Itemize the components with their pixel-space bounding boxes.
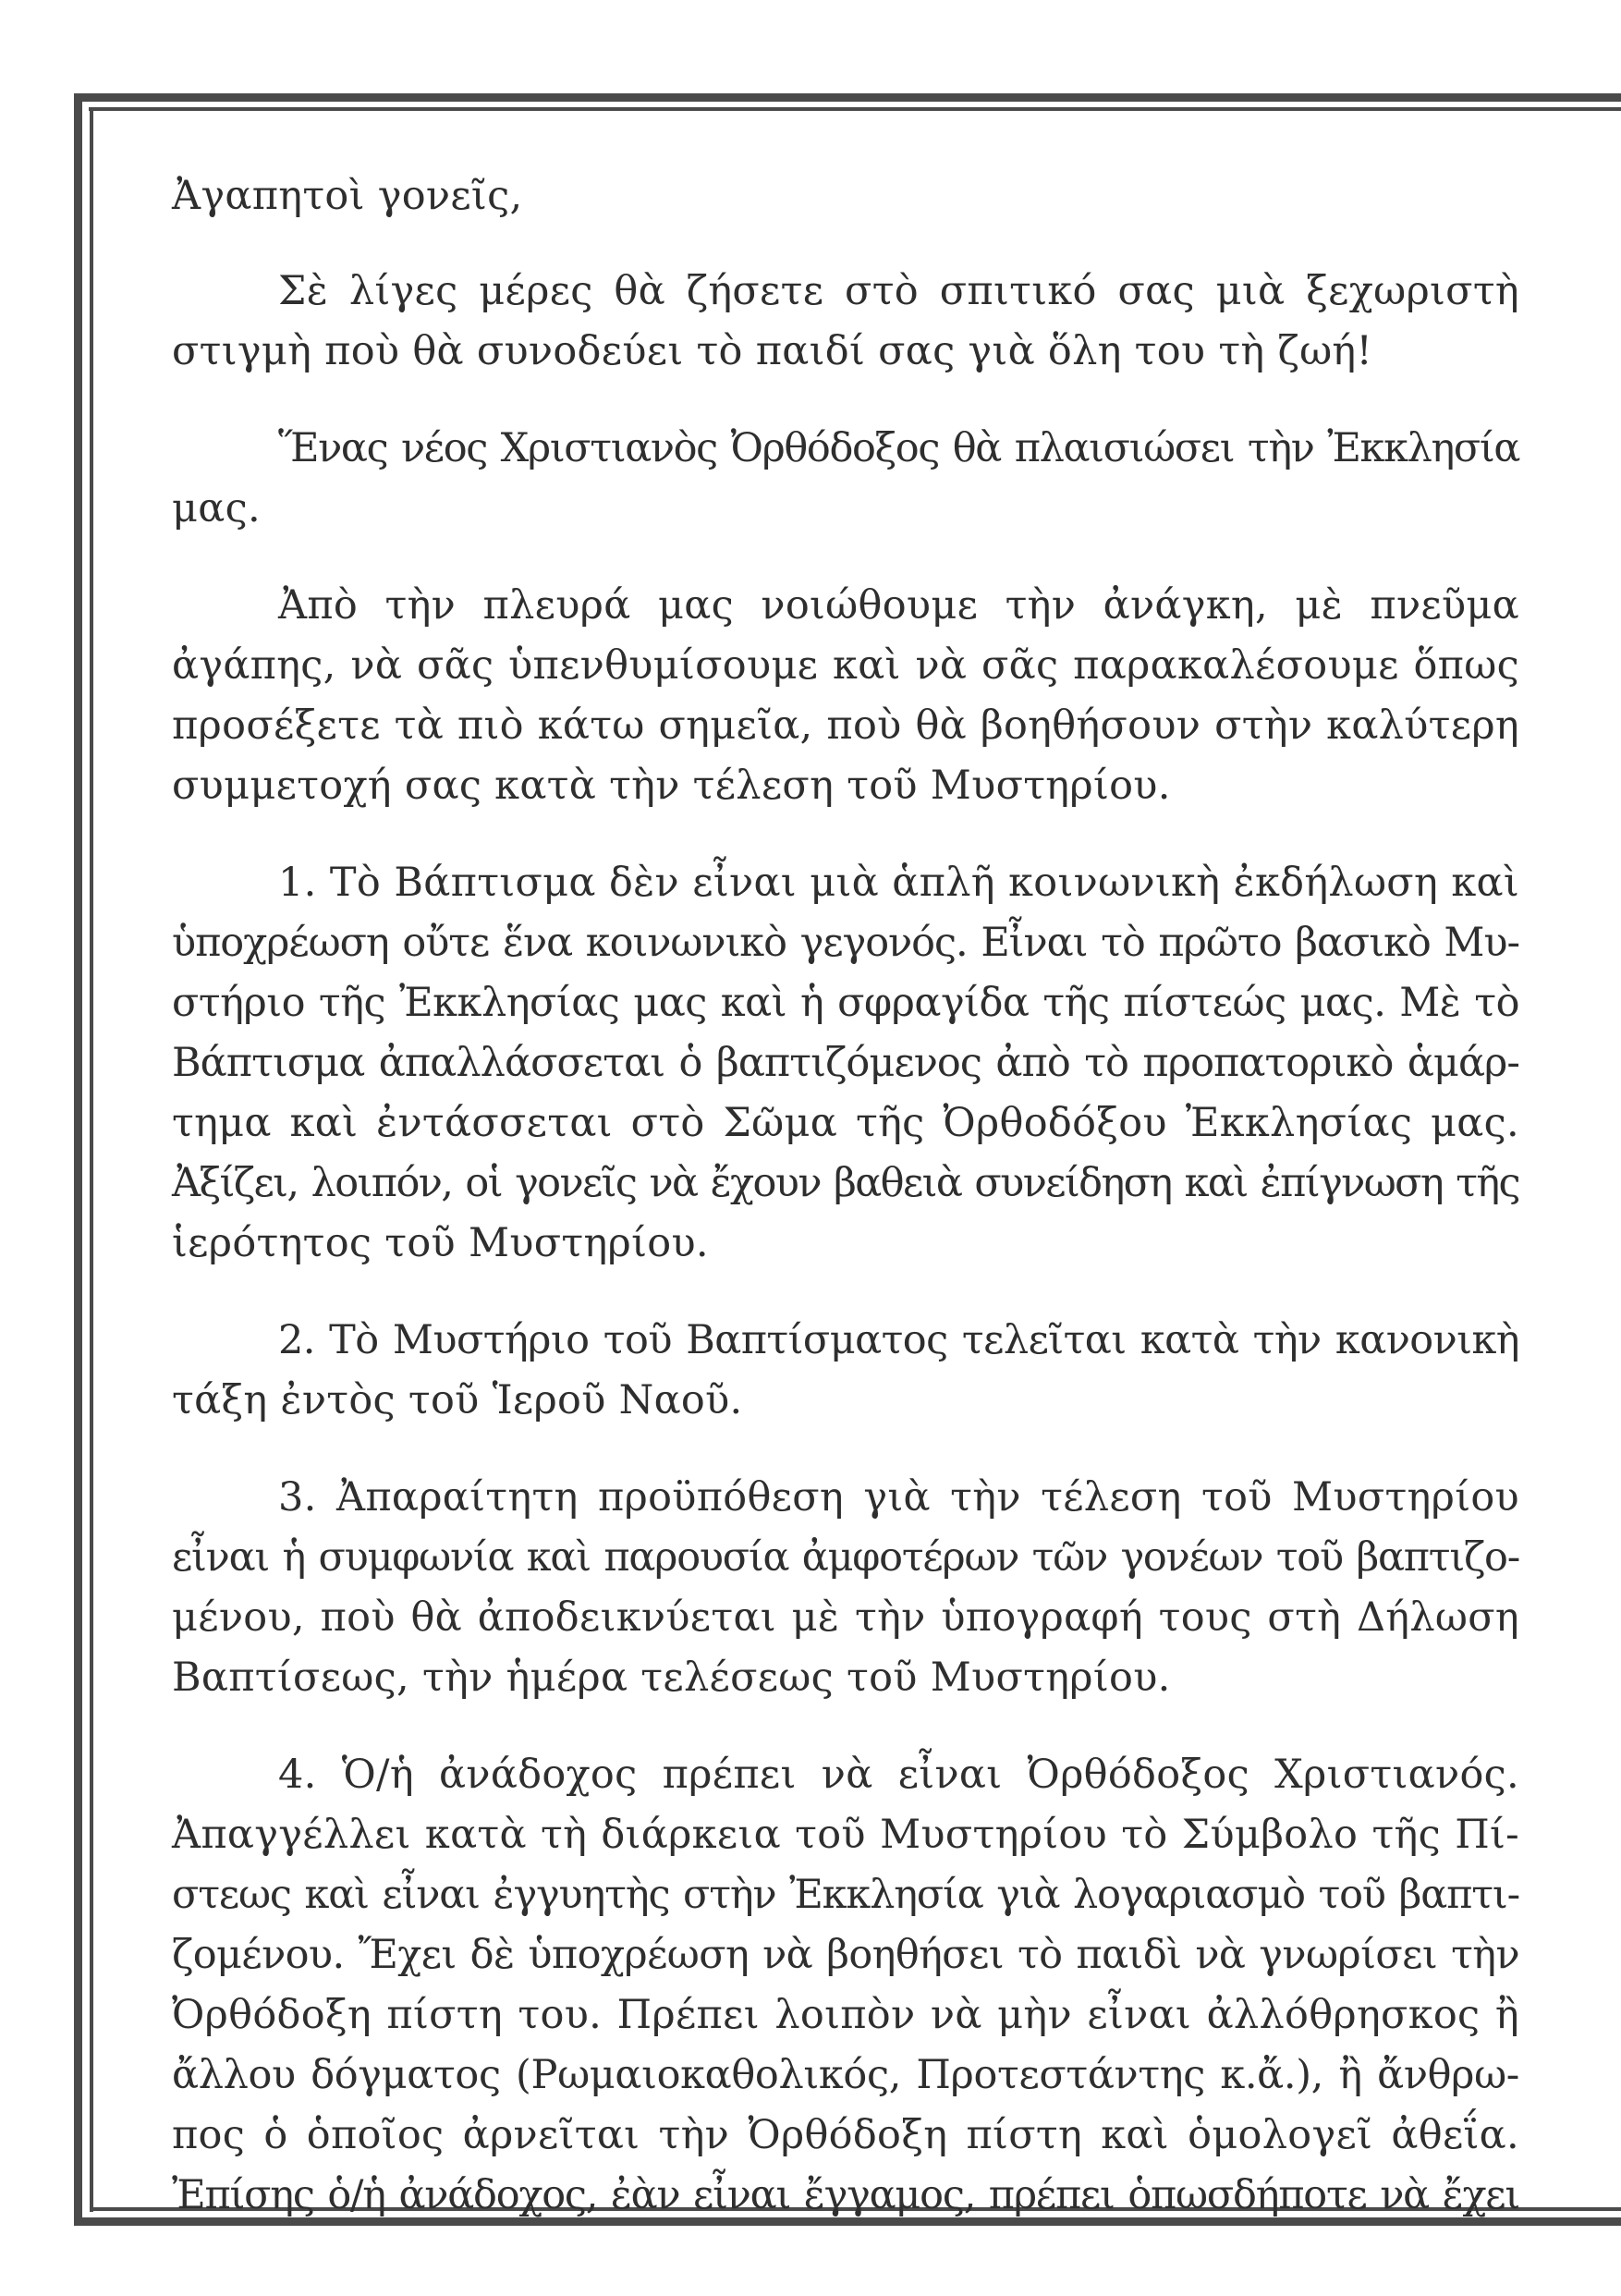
text-line: ἀγάπης, νὰ σᾶς ὑπενθυμίσουμε καὶ νὰ σᾶς παρακαλέσουμε ὅπως	[172, 642, 1519, 689]
text-line: συμμετοχή σας κατὰ τὴν τέλεση τοῦ Μυστηρίου.	[172, 763, 1171, 809]
text-line: Ἐπίσης ὁ/ἡ ἀνάδοχος, ἐὰν εἶναι ἔγγαμος, πρέπει ὁπωσδήποτε νὰ ἔχει	[172, 2172, 1519, 2218]
text-line: Βαπτίσεως, τὴν ἡμέρα τελέσεως τοῦ Μυστηρίου.	[172, 1655, 1171, 1701]
point-1	[172, 853, 1519, 1274]
text-line: προσέξετε τὰ πιὸ κάτω σημεῖα, ποὺ θὰ βοηθήσουν στὴν καλύτερη	[172, 702, 1519, 749]
text-line: τάξη ἐντὸς τοῦ Ἱεροῦ Ναοῦ.	[172, 1377, 743, 1423]
text-line: 2. Τὸ Μυστήριο τοῦ Βαπτίσματος τελεῖται κατὰ τὴν κανονικὴ	[278, 1317, 1519, 1363]
text-line: πος ὁ ὁποῖος ἀρνεῖται τὴν Ὀρθόδοξη πίστη καὶ ὁμολογεῖ ἀθεΐα.	[172, 2112, 1519, 2158]
point-3	[172, 1468, 1519, 1708]
text-line: Ἀξίζει, λοιπόν, οἱ γονεῖς νὰ ἔχουν βαθειὰ συνείδηση καὶ ἐπίγνωση τῆς	[172, 1160, 1519, 1206]
greeting: Ἀγαπητοὶ γονεῖς,	[172, 173, 523, 219]
text-line: Βάπτισμα ἀπαλλάσσεται ὁ βαπτιζόμενος ἀπὸ τὸ προπατορικὸ ἁμάρ-	[172, 1040, 1519, 1086]
point-4	[172, 1745, 1519, 2226]
text-line: ζομένου. Ἔχει δὲ ὑποχρέωση νὰ βοηθήσει τὸ παιδὶ νὰ γνωρίσει τὴν	[172, 1932, 1519, 1978]
text-line: μας.	[172, 485, 261, 531]
text-line: στεως καὶ εἶναι ἐγγυητὴς στὴν Ἐκκλησία γιὰ λογαριασμὸ τοῦ βαπτι-	[172, 1872, 1519, 1918]
text-line: Ἕνας νέος Χριστιανὸς Ὀρθόδοξος θὰ πλαισιώσει τὴν Ἐκκλησία	[278, 425, 1519, 471]
frame-border-outer-top	[74, 93, 1621, 102]
text-line: ἱερότητος τοῦ Μυστηρίου.	[172, 1220, 709, 1266]
text-line: στήριο τῆς Ἐκκλησίας μας καὶ ἡ σφραγίδα τῆς πίστεώς μας. Μὲ τὸ	[172, 980, 1519, 1026]
text-line: τημα καὶ ἐντάσσεται στὸ Σῶμα τῆς Ὀρθοδόξου Ἐκκλησίας μας.	[172, 1100, 1519, 1146]
paragraph-intro	[172, 262, 1519, 382]
frame-border-inner-left	[90, 107, 93, 2212]
letter-body	[172, 166, 1519, 2226]
text-line: ὑποχρέωση οὔτε ἕνα κοινωνικὸ γεγονός. Εἶναι τὸ πρῶτο βασικὸ Μυ-	[172, 920, 1519, 966]
point-2	[172, 1311, 1519, 1431]
text-line: στιγμὴ ποὺ θὰ συνοδεύει τὸ παιδί σας γιὰ ὅλη του τὴ ζωή!	[172, 328, 1373, 374]
text-line: μένου, ποὺ θὰ ἀποδεικνύεται μὲ τὴν ὑπογραφή τους στὴ Δήλωση	[172, 1594, 1519, 1641]
text-line: 4. Ὁ/ἡ ἀνάδοχος πρέπει νὰ εἶναι Ὀρθόδοξος Χριστιανός.	[278, 1752, 1519, 1798]
text-line: ἄλλου δόγματος (Ρωμαιοκαθολικός, Προτεστάντης κ.ἄ.), ἢ ἄνθρω-	[172, 2052, 1519, 2098]
text-line: 1. Τὸ Βάπτισμα δὲν εἶναι μιὰ ἁπλῆ κοινωνικὴ ἐκδήλωση καὶ	[278, 860, 1519, 906]
text-line: Σὲ λίγες μέρες θὰ ζήσετε στὸ σπιτικό σας μιὰ ξεχωριστὴ	[278, 268, 1519, 314]
frame-border-inner-top	[89, 107, 1621, 111]
paragraph-new-christian	[172, 419, 1519, 539]
paragraph-reminder	[172, 576, 1519, 816]
text-line: Ὀρθόδοξη πίστη του. Πρέπει λοιπὸν νὰ μὴν εἶναι ἀλλόθρησκος ἢ	[172, 1992, 1519, 2038]
text-line: Ἀπαγγέλλει κατὰ τὴ διάρκεια τοῦ Μυστηρίου τὸ Σύμβολο τῆς Πί-	[172, 1812, 1519, 1858]
text-line: 3. Ἀπαραίτητη προϋπόθεση γιὰ τὴν τέλεση τοῦ Μυστηρίου	[278, 1474, 1519, 1520]
text-line: Ἀπὸ τὴν πλευρά μας νοιώθουμε τὴν ἀνάγκη, μὲ πνεῦμα	[278, 582, 1519, 629]
text-line: εἶναι ἡ συμφωνία καὶ παρουσία ἀμφοτέρων τῶν γονέων τοῦ βαπτιζο-	[172, 1534, 1519, 1581]
frame-border-outer-left	[74, 93, 82, 2225]
